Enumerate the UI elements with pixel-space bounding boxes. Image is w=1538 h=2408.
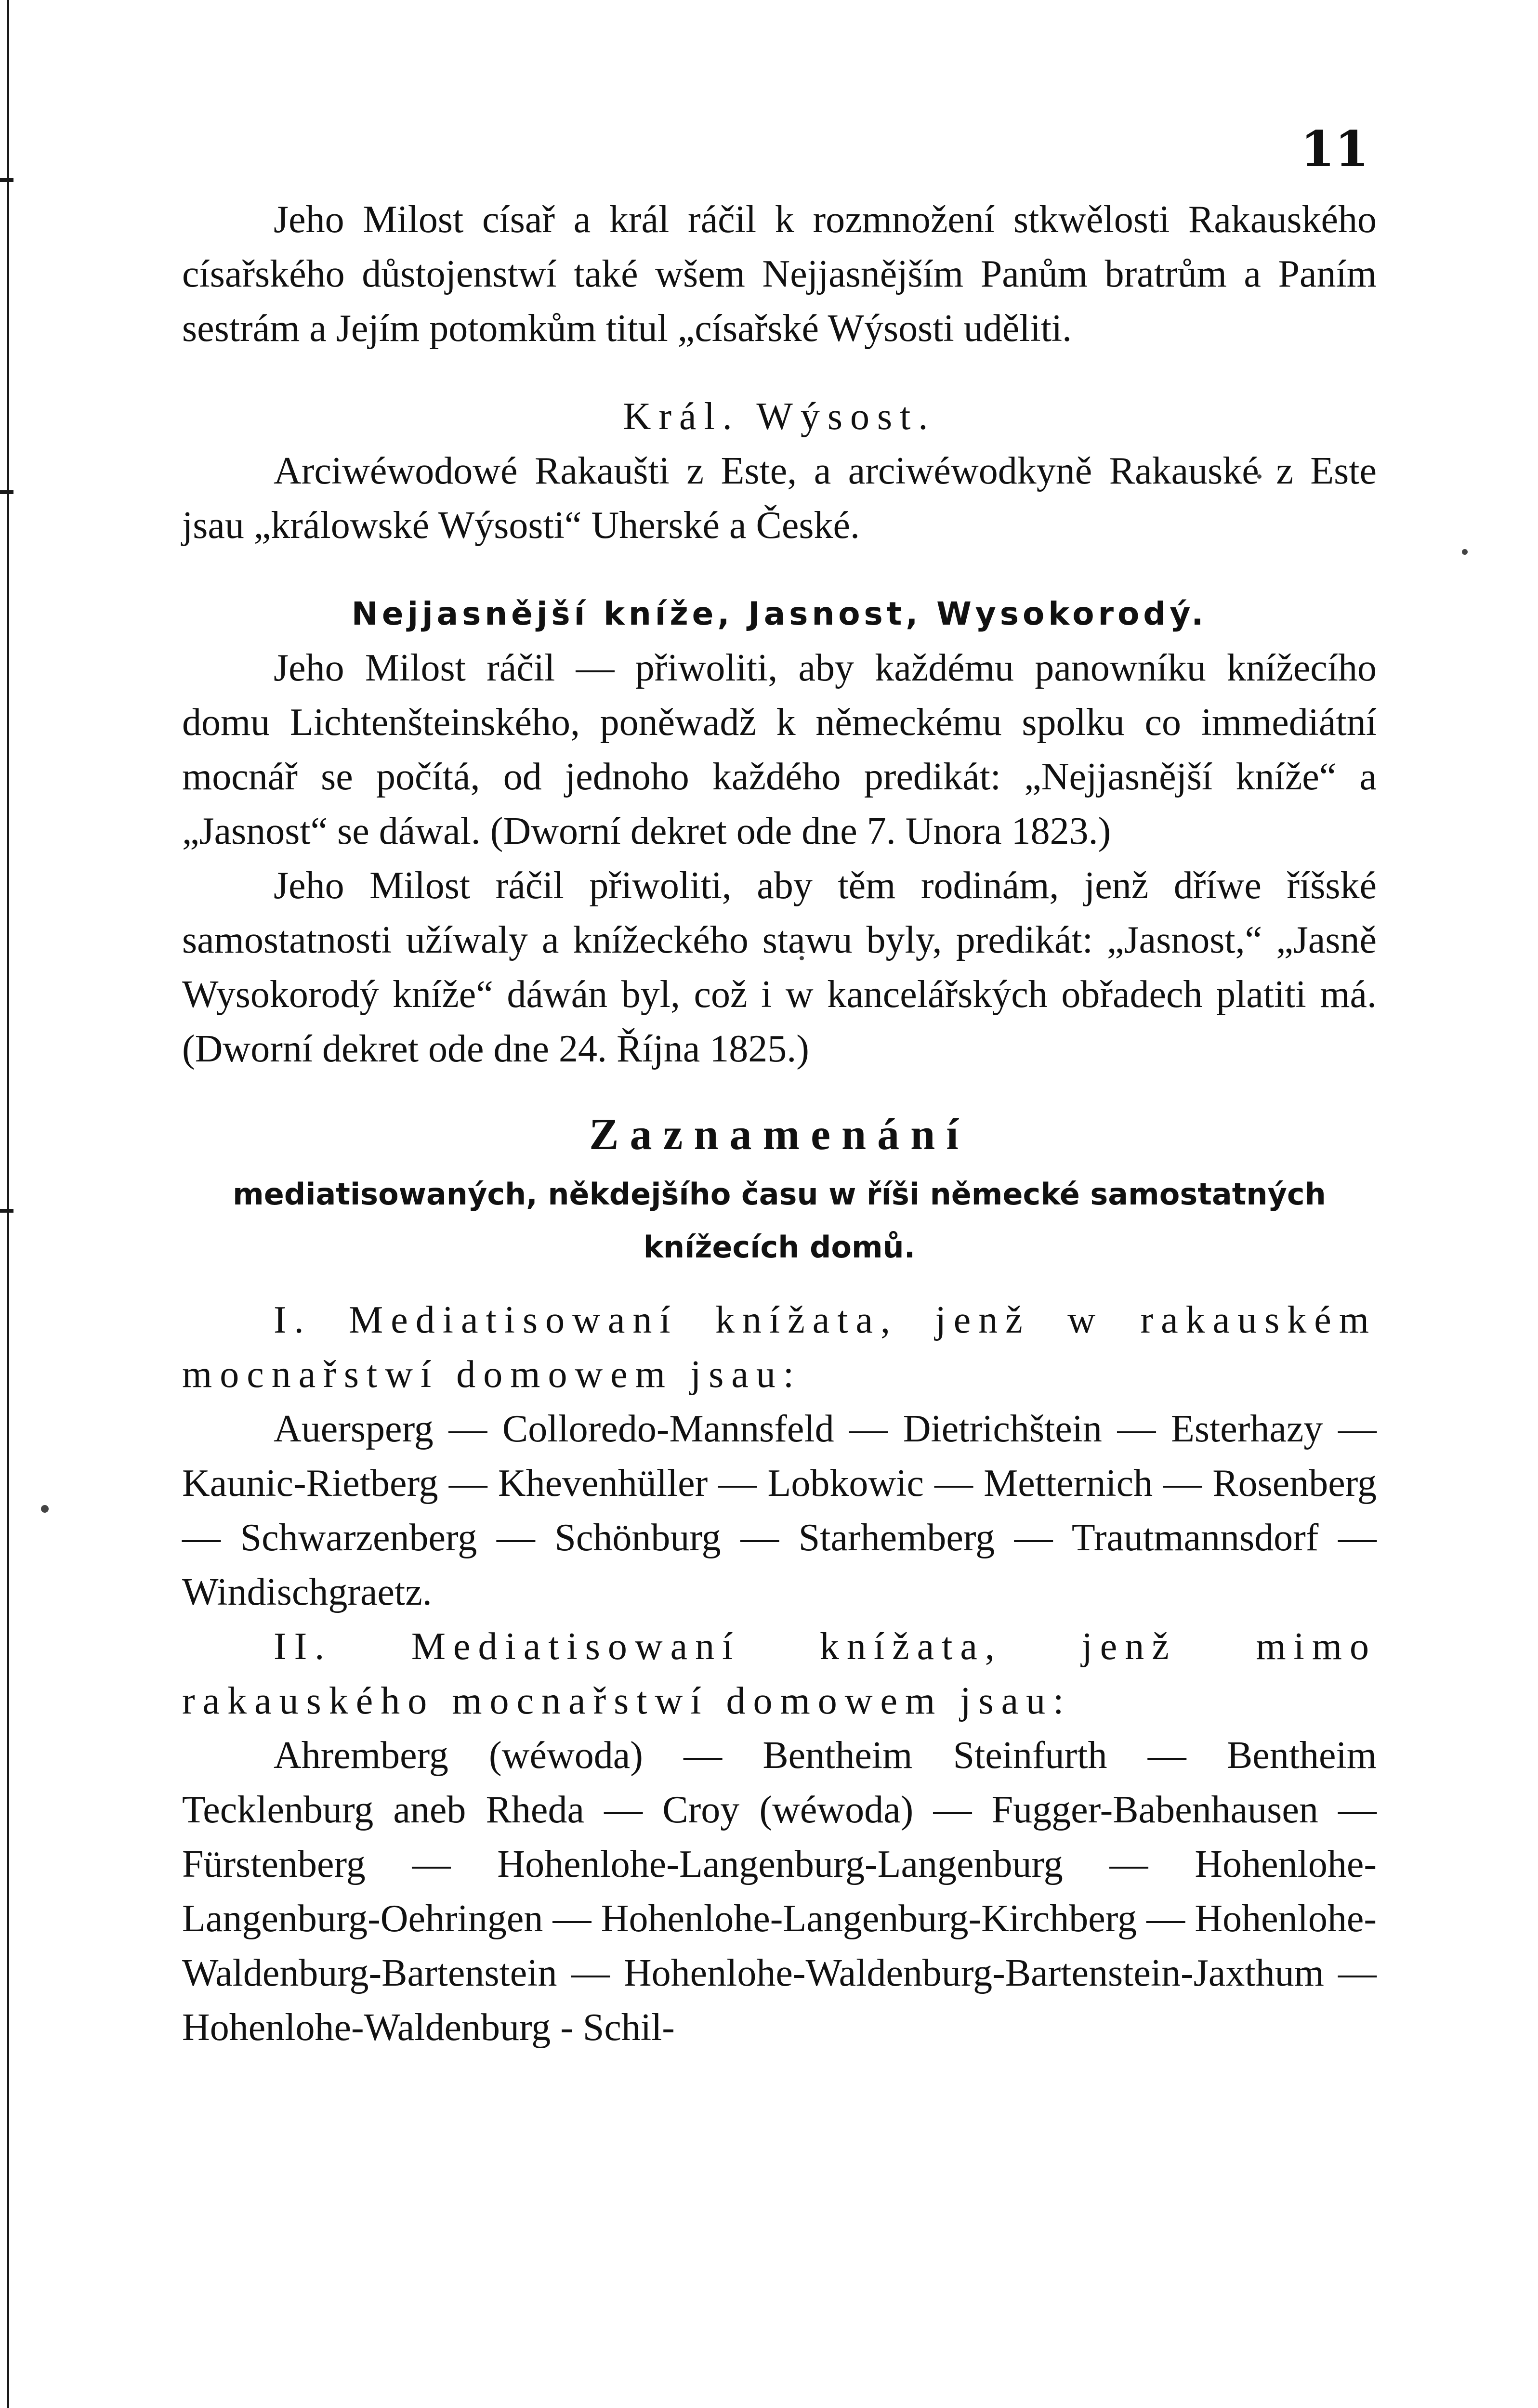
- paper-speck: [41, 1505, 49, 1513]
- section-one-list: Auersperg — Colloredo-Mannsfeld — Dietrichštein — Esterhazy — Kaunic-Rietberg — Khevenhüller — Lobkowic — Metternich — Rosenberg — Schwarzenberg — Schönburg — Starhemberg — Trautmannsdorf — Windischgraetz.: [182, 1408, 1377, 1613]
- section-title: Zaznamenání: [589, 1110, 970, 1159]
- page-edge-tick: [0, 1209, 13, 1213]
- heading-most-serene-prince: Nejjasnější kníže, Jasnost, Wysokorodý.: [351, 595, 1208, 632]
- page-body: [182, 193, 1377, 2055]
- section-one-heading: I. Mediatisowaní knížata, jenž w rakauském mocnařstwí domowem jsau:: [182, 1299, 1377, 1396]
- paragraph-imperial-families: Jeho Milost ráčil přiwoliti, aby těm rodinám, jenž dříwe říšské samostatnosti užíwaly a knížeckého stawu byly, predikát: „Jasnost,“ „Jasně Wysokorodý kníže“ dáwán byl, což i w kancelářských obřadech platiti má. (Dworní dekret ode dne 24. Října 1825.): [182, 864, 1377, 1070]
- paper-speck: [1462, 549, 1468, 555]
- section-subtitle-line1: mediatisowaných, někdejšího času w říši německé samostatných: [233, 1177, 1326, 1212]
- page-edge-tick: [0, 490, 13, 494]
- paragraph-imperial-highness: Jeho Milost císař a král ráčil k rozmnožení stkwělosti Rakauského císařského důstojenstwí také wšem Nejjasnějším Panům bratrům a Paním sestrám a Jejím potomkům titul „císařské Wýsosti uděliti.: [182, 198, 1377, 350]
- section-subtitle-line2: knížecích domů.: [643, 1230, 916, 1265]
- section-two-heading: II. Mediatisowaní knížata, jenž mimo rakauského mocnařstwí domowem jsau:: [182, 1625, 1377, 1722]
- section-two-list: Ahremberg (wéwoda) — Bentheim Steinfurth — Bentheim Tecklenburg aneb Rheda — Croy (wéwoda) — Fugger-Babenhausen — Fürstenberg — Hohenlohe-Langenburg-Langenburg — Hohenlohe-Langenburg-Oehringen — Hohenlohe-Langenburg-Kirchberg — Hohenlohe-Waldenburg-Bartenstein — Hohenlohe-Waldenburg-Bartenstein-Jaxthum — Hohenlohe-Waldenburg - Schil-: [182, 1734, 1377, 2049]
- page-edge-tick: [0, 178, 13, 182]
- page-number: 11: [1301, 120, 1369, 178]
- page-edge-line: [7, 0, 9, 2408]
- paragraph-lichtenstein: Jeho Milost ráčil — přiwoliti, aby každému panowníku knížecího domu Lichtenšteinského, poněwadž k německému spolku co immediátní mocnář se počítá, od jednoho každého predikát: „Nejjasnější kníže“ a „Jasnost“ se dáwal. (Dworní dekret ode dne 7. Unora 1823.): [182, 647, 1377, 852]
- paragraph-archdukes-este: Arciwéwodowé Rakaušti z Este, a arciwéwodkyně Rakauské z Este jsau „králowské Wýsosti“ Uherské a České.: [182, 450, 1377, 547]
- heading-royal-highness: Král. Wýsost.: [623, 395, 936, 438]
